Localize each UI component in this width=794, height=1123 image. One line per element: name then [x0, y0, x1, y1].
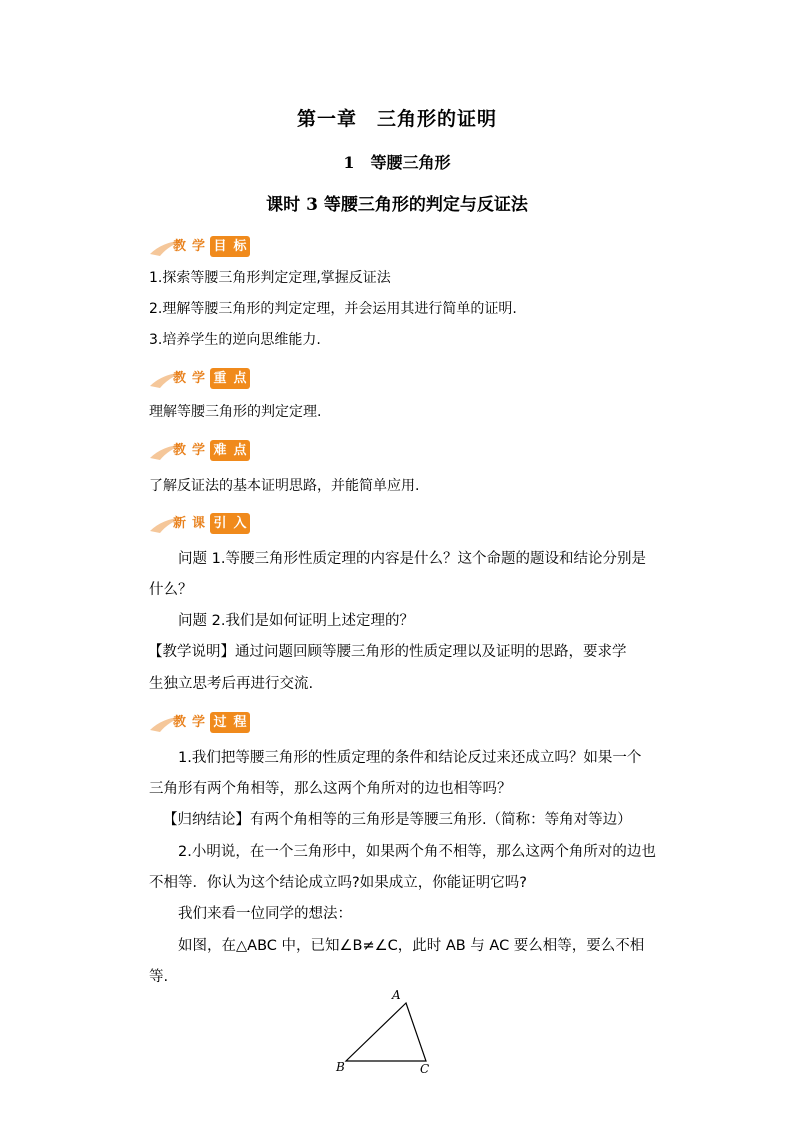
badge-char: 标	[233, 239, 247, 254]
badge-char: 引	[213, 516, 227, 531]
process-badge	[148, 708, 268, 736]
objectives-badge	[148, 232, 268, 260]
vertex-label-b: B	[336, 1060, 345, 1074]
process-paragraph-line: 2.小明说，在一个三角形中，如果两个角不相等，那么这两个角所对的边也	[178, 844, 656, 860]
badge-char: 教	[172, 371, 186, 386]
question-1-line: 问题 1.等腰三角形性质定理的内容是什么？这个命题的题设和结论分别是	[178, 551, 646, 567]
process-paragraph-line: 1.我们把等腰三角形的性质定理的条件和结论反过来还成立吗？如果一个	[178, 750, 642, 766]
badge-char: 目	[213, 239, 227, 254]
badge-char: 教	[172, 443, 186, 458]
key-points-text: 理解等腰三角形的判定定理.	[149, 404, 322, 420]
objective-item: 3.培养学生的逆向思维能力.	[149, 332, 321, 348]
teaching-note-line: 【教学说明】通过问题回顾等腰三角形的性质定理以及证明的思路，要求学	[148, 644, 627, 660]
badge-char: 学	[191, 371, 205, 386]
triangle-abc	[346, 1003, 426, 1061]
introduction-badge	[148, 509, 268, 537]
vertex-label-c: C	[420, 1062, 430, 1076]
section-title: 1 等腰三角形	[343, 153, 451, 172]
question-2: 问题 2.我们是如何证明上述定理的？	[178, 613, 414, 629]
vertex-label-a: A	[392, 988, 401, 1002]
badge-char: 新	[172, 516, 186, 531]
badge-char: 学	[191, 715, 205, 730]
teaching-note-line: 生独立思考后再进行交流.	[149, 676, 314, 692]
process-paragraph-line: 等.	[149, 969, 169, 985]
chapter-title: 第一章 三角形的证明	[296, 108, 497, 130]
objective-item: 2.理解等腰三角形的判定定理，并会运用其进行简单的证明.	[149, 301, 517, 317]
process-paragraph-line: 如图，在△ABC 中，已知∠B≠∠C，此时 AB 与 AC 要么相等，要么不相	[178, 938, 645, 954]
badge-char: 学	[191, 239, 205, 254]
badge-char: 课	[191, 516, 205, 531]
key-points-badge	[148, 364, 268, 392]
badge-char: 入	[233, 516, 247, 531]
badge-char: 教	[172, 239, 186, 254]
badge-char: 学	[191, 443, 205, 458]
badge-char: 重	[213, 371, 227, 386]
objective-item: 1.探索等腰三角形判定定理,掌握反证法	[149, 270, 391, 286]
difficulties-text: 了解反证法的基本证明思路，并能简单应用.	[149, 478, 420, 494]
difficulties-badge	[148, 436, 268, 464]
badge-char: 过	[213, 715, 227, 730]
badge-char: 点	[233, 443, 247, 458]
badge-char: 点	[233, 371, 247, 386]
question-1-line: 什么？	[149, 582, 193, 598]
badge-char: 程	[233, 715, 247, 730]
lesson-title: 课时 3 等腰三角形的判定与反证法	[266, 195, 528, 215]
triangle-figure	[332, 985, 442, 1080]
process-paragraph-line: 我们来看一位同学的想法：	[178, 906, 352, 922]
process-paragraph-line: 不相等．你认为这个结论成立吗?如果成立，你能证明它吗?	[149, 875, 527, 891]
process-paragraph-line: 三角形有两个角相等，那么这两个角所对的边也相等吗？	[149, 781, 512, 797]
badge-char: 教	[172, 715, 186, 730]
conclusion-text: 【归纳结论】有两个角相等的三角形是等腰三角形.（简称：等角对等边）	[163, 812, 632, 828]
badge-char: 难	[213, 443, 227, 458]
